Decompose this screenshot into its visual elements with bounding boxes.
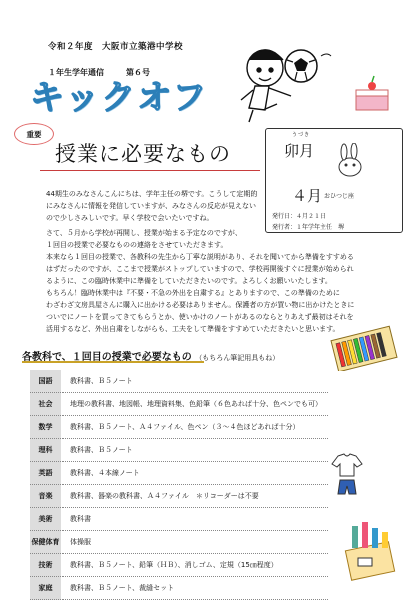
subject-items: 教科書、４本線ノート	[62, 462, 329, 485]
table-row	[30, 554, 328, 577]
subject-items: 教科書	[62, 508, 329, 531]
subject-items: 教科書、器楽の教科書、Ａ４ファイル ＊リコーダーは不要	[62, 485, 329, 508]
zodiac-sign: おひつじ座	[324, 193, 355, 200]
section-note: （もちろん筆記用具もね）	[195, 354, 280, 362]
section-title: 各教科で、１回目の授業で必要なもの	[22, 352, 192, 363]
table-row	[30, 462, 328, 485]
subject-name: 数学	[30, 416, 62, 439]
cake-illustration	[350, 72, 396, 114]
notice-line: ついでにノートを買ってきてもらうとか、使いかけのノートがあるのならとりあえず最初はそれを	[46, 313, 354, 321]
subject-name: 国語	[30, 370, 62, 393]
subject-name: 家庭	[30, 577, 62, 600]
subject-items: 教科書、Ｂ５ノート	[62, 370, 329, 393]
table-row	[30, 439, 328, 462]
subject-items: 教科書、Ｂ５ノート、鉛筆（ＨＢ）、消しゴム、定規（15㎝程度）	[62, 554, 329, 577]
greeting-paragraph: 44期生のみなさんこんにちは、学年主任の堺です。こうして定期的にみなさんに情報を発信していますが、みなさんの反応が見えないので少しさみしいです。早く学校で会いたいですね。	[46, 190, 258, 222]
subject-name: 社会	[30, 393, 62, 416]
notice-line: るように、この臨時休業中に準備をしていただきたいのです。よろしくお願いいたします。	[46, 277, 332, 285]
issue-number: 第６号	[126, 68, 150, 77]
stationery-illustration	[338, 518, 404, 582]
gym-uniform-illustration	[330, 452, 364, 496]
subject-name: 理科	[30, 439, 62, 462]
month-ruby: うづき	[292, 132, 311, 138]
school-name: 令和２年度 大阪市立築港中学校	[48, 42, 184, 52]
subject-items: 地理の教科書、地図帳、地理資料集、色鉛筆（６色あれば十分、色ペンでも可）	[62, 393, 329, 416]
month-traditional-name: 卯月	[284, 142, 315, 160]
colored-pencils-illustration	[328, 325, 402, 371]
month-number: ４月	[292, 187, 323, 205]
notice-line: はずだったのですが、ここまで授業がストップしていますので、学校再開後すぐに授業が始められ	[46, 265, 354, 273]
subject-items: 教科書、Ｂ５ノート、Ａ４ファイル、色ペン（３～４色ほどあれば十分）	[62, 416, 329, 439]
subject-items: 教科書、Ｂ５ノート、裁縫セット	[62, 577, 329, 600]
table-row	[30, 370, 328, 393]
table-row	[30, 416, 328, 439]
notice-line: もちろん！臨時休業中は『不要・不急の外出を自粛する』とありますので、この準備のために	[46, 289, 340, 297]
publisher: 発行者：１年学年主任 堺	[272, 224, 345, 231]
newsletter-title: キックオフ	[30, 78, 209, 118]
subject-name: 美術	[30, 508, 62, 531]
notice-line: わざわざ文房具屋さんに購入に出かける必要はありません。保護者の方が買い物に出かけたときに	[46, 301, 355, 309]
important-badge: 重要	[14, 123, 54, 145]
table-row	[30, 531, 328, 554]
notice-line: 本来なら１回目の授業で、各教科の先生から丁寧な説明があり、それを聞いてから準備をすすめる	[46, 253, 354, 261]
newsletter-name: １年生学年通信	[48, 68, 104, 77]
subject-items: 体操服	[62, 531, 329, 554]
notice-line: さて、５月から学校が再開し、授業が始まる予定なのですが、	[46, 229, 242, 237]
subjects-table	[30, 370, 328, 600]
notice-line: 活用するなど、外出自粛をしながらも、工夫をして準備をすすめていただきたいと思います。	[46, 325, 340, 333]
subject-name: 保健体育	[30, 531, 62, 554]
table-row	[30, 485, 328, 508]
table-row	[30, 393, 328, 416]
rabbit-icon	[330, 143, 370, 179]
subject-name: 技術	[30, 554, 62, 577]
notice-paragraph	[46, 227, 400, 335]
subject-name: 音楽	[30, 485, 62, 508]
newsletter-label	[48, 67, 150, 78]
notice-line: １回目の授業で必要なものの連絡をさせていただきます。	[46, 241, 228, 249]
table-row	[30, 577, 328, 600]
soccer-ball-icon	[285, 50, 317, 82]
article-heading: 授業に必要なもの	[55, 142, 231, 166]
issue-date: 発行日：４月２１日	[272, 213, 327, 220]
section-underline	[22, 361, 204, 363]
subject-name: 英語	[30, 462, 62, 485]
table-row	[30, 508, 328, 531]
subject-items: 教科書、Ｂ５ノート	[62, 439, 329, 462]
heading-underline	[40, 170, 260, 171]
